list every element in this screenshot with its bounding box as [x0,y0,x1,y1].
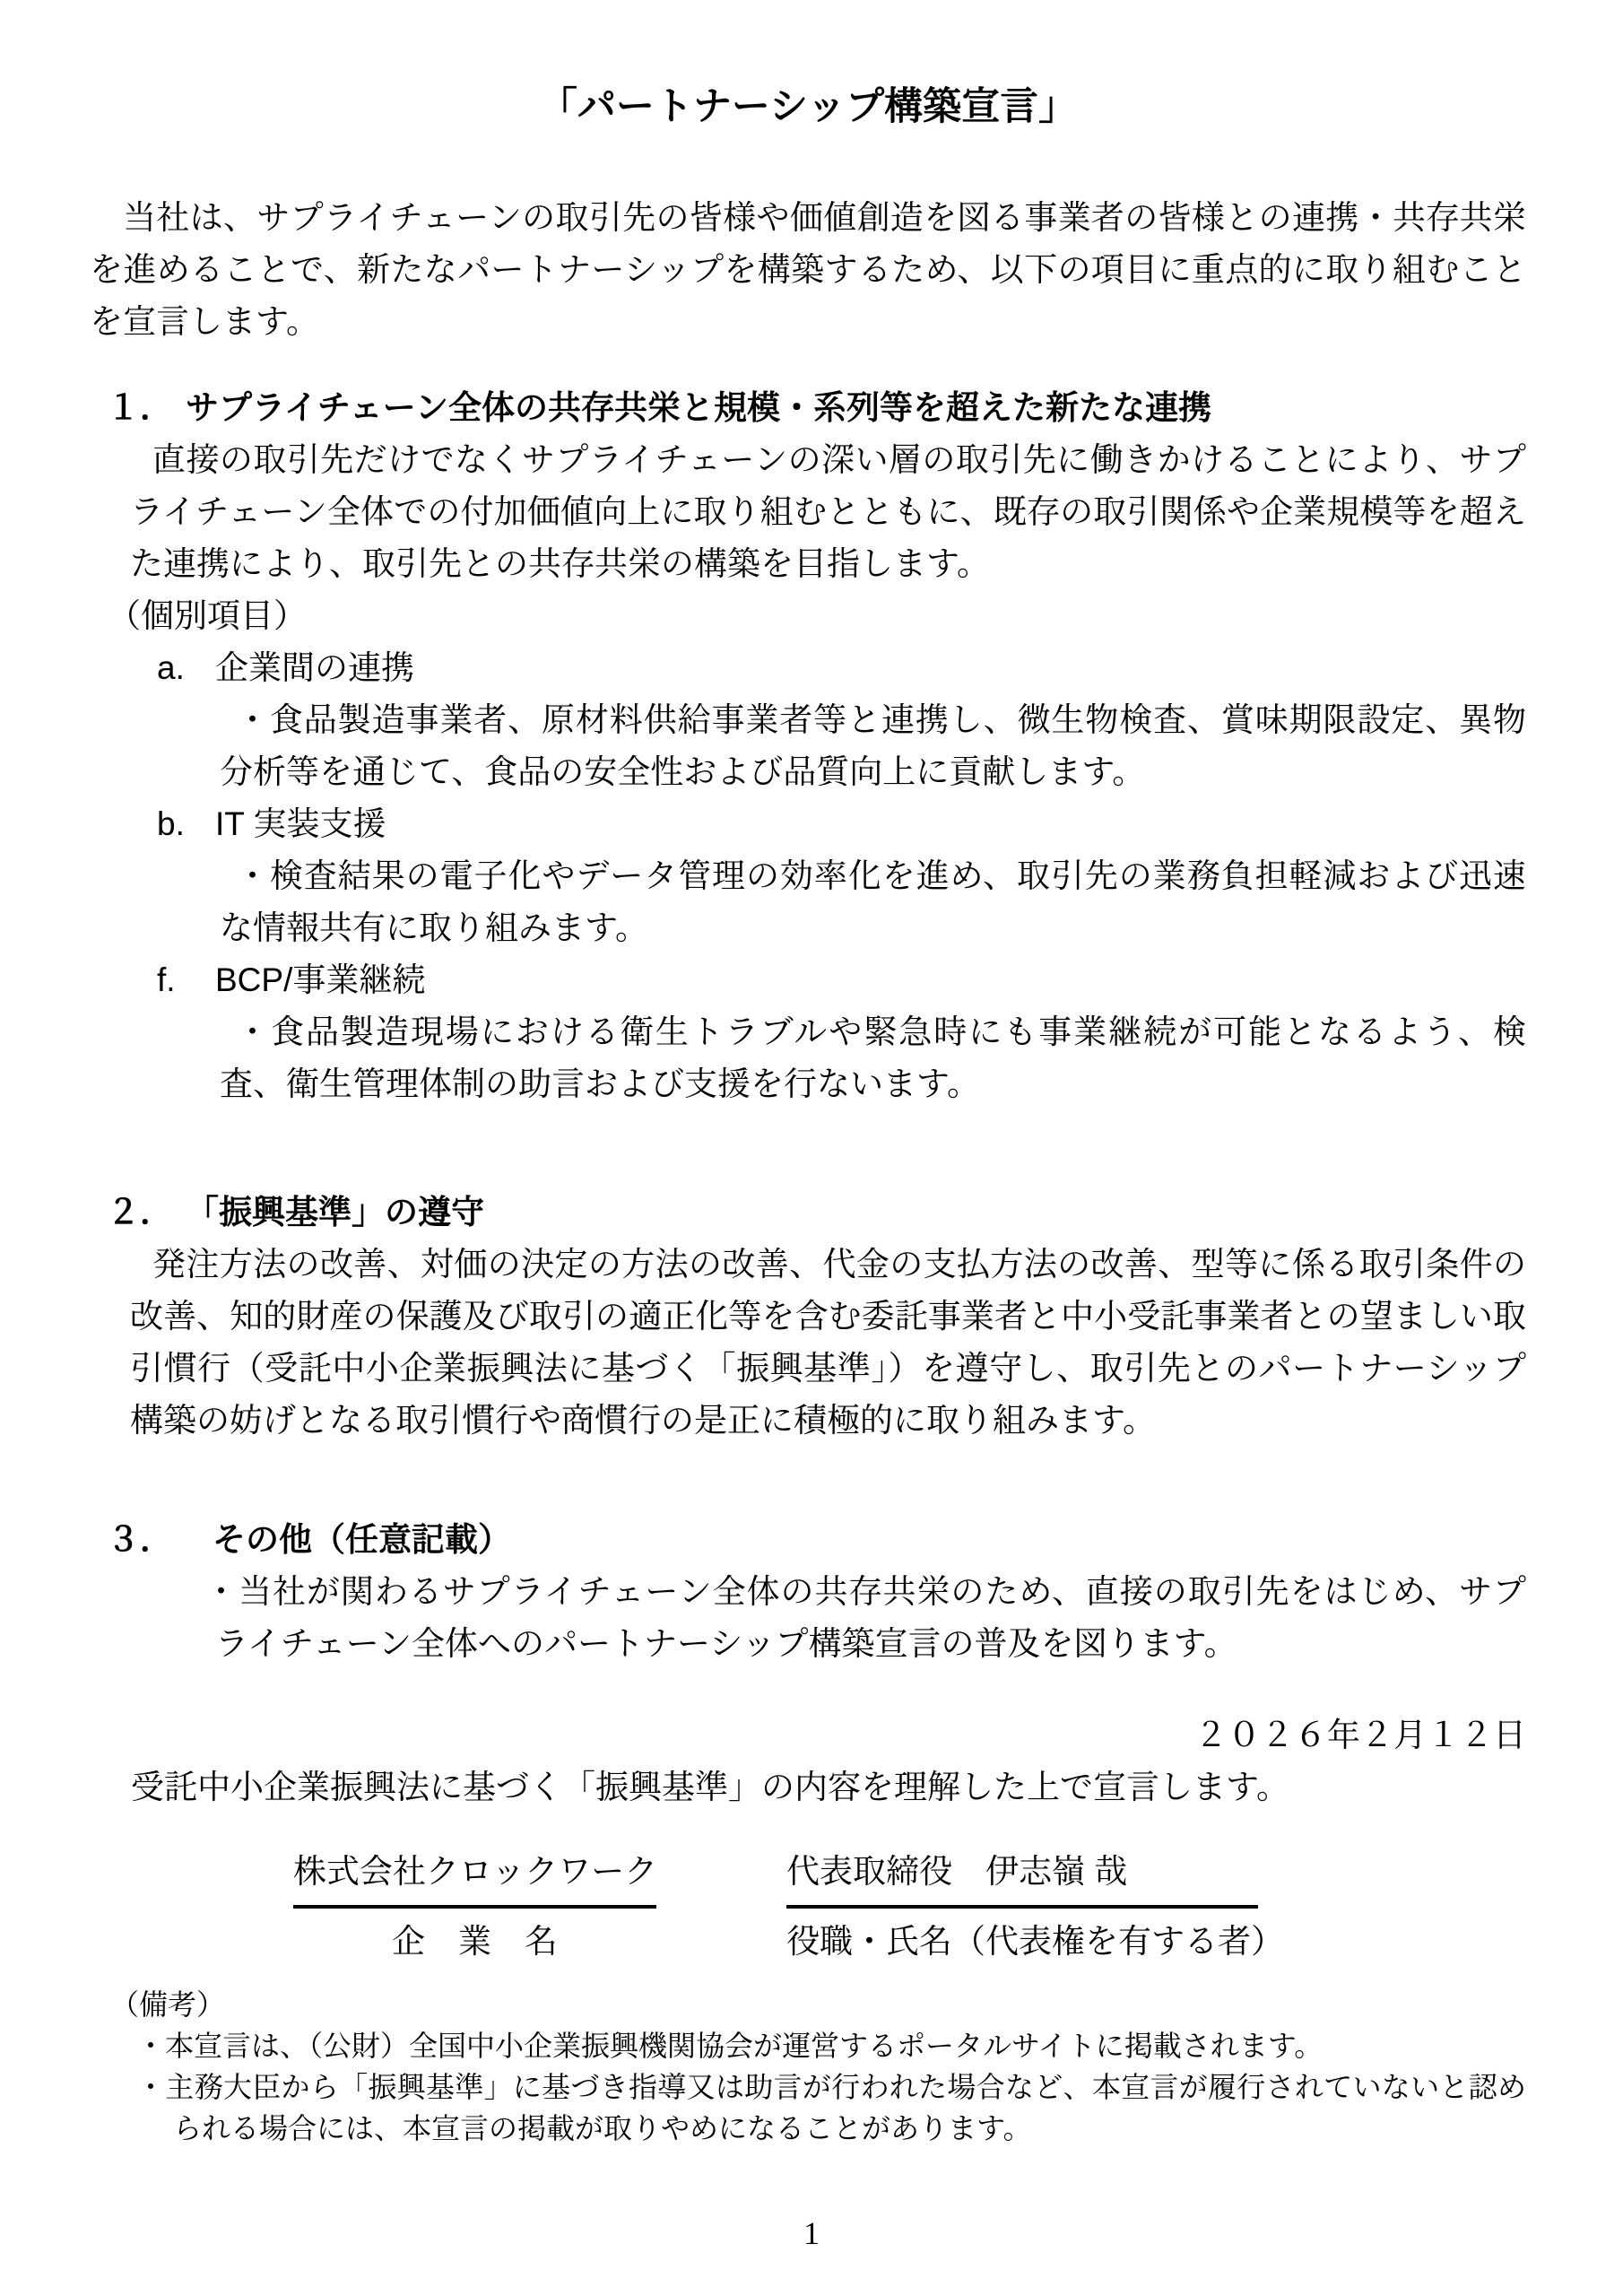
list-item-b-label: b. [157,805,185,842]
intro-paragraph: 当社は、サプライチェーンの取引先の皆様や価値創造を図る事業者の皆様との連携・共存共栄を進めることで、新たなパートナーシップを構築するため、以下の項目に重点的に取り組むことを宣言します。 [90,199,1526,340]
section-2 [90,1187,1526,1447]
list-item-b-head [157,798,1526,850]
section-2-body: 発注方法の改善、対価の決定の方法の改善、代金の支払方法の改善、型等に係る取引条件の改善、知的財産の保護及び取引の適正化等を含む委託事業者と中小受託事業者との望ましい取引慣行（受託中小企業振興法に基づく「振興基準」）を遵守し、取引先とのパートナーシップ構築の妨げとなる取引慣行や商慣行の是正に積極的に取り組みます。 [130,1246,1526,1439]
list-item-f [157,954,1526,1110]
section-2-heading [107,1187,1526,1239]
list-item-f-label: f. [157,961,176,998]
section-3 [90,1514,1526,1670]
remark-item-2: ・主務大臣から「振興基準」に基づき指導又は助言が行われた場合など、本宣言が履行されていないと認められる場合には、本宣言の掲載が取りやめになることがあります。 [136,2071,1526,2144]
list-item-b-desc: ・検査結果の電子化やデータ管理の効率化を進め、取引先の業務負担軽減および迅速な情報共有に取り組みます。 [220,857,1526,946]
company-name: 株式会社クロックワーク [293,1846,656,1909]
list-item-b [157,798,1526,954]
declaration-date: ２０２６年２月１２日 [1194,1717,1526,1753]
section-3-bullet: ・当社が関わるサプライチェーン全体の共存共栄のため、直接の取引先をはじめ、サプライチェーン全体へのパートナーシップ構築宣言の普及を図ります。 [204,1573,1526,1662]
section-3-title: その他（任意記載） [213,1521,511,1558]
section-3-heading [107,1514,1526,1566]
list-item-a [157,642,1526,798]
section-2-title: 「振興基準」の遵守 [186,1194,484,1231]
declaration-statement: 受託中小企業振興法に基づく「振興基準」の内容を理解した上で宣言します。 [131,1769,1290,1805]
section-3-number: ３． [107,1521,173,1558]
individual-items-label: （個別項目） [108,597,307,634]
list-item-a-title: 企業間の連携 [215,649,414,686]
page-number: 1 [803,2215,820,2251]
representative-name: 代表取締役 伊志嶺 哉 [786,1846,1258,1909]
list-item-a-head [157,642,1526,694]
section-1-title: サプライチェーン全体の共存共栄と規模・系列等を超えた新たな連携 [186,389,1212,426]
signature-representative-column [786,1846,1284,1968]
list-item-f-desc: ・食品製造現場における衛生トラブルや緊急時にも事業継続が可能となるよう、検査、衛生管理体制の助言および支援を行ないます。 [220,1013,1526,1102]
section-1-body: 直接の取引先だけでなくサプライチェーンの深い層の取引先に働きかけることにより、サプライチェーン全体での付加価値向上に取り組むとともに、既存の取引関係や企業規模等を超えた連携により、取引先との共存共栄の構築を目指します。 [130,441,1526,582]
page-title: 「パートナーシップ構築宣言」 [538,85,1078,128]
list-item-b-title: IT 実装支援 [215,805,386,842]
signature-block [293,1846,1526,1968]
remark-item-1: ・本宣言は、（公財）全国中小企業振興機関協会が運営するポータルサイトに掲載されます。 [136,2030,1324,2062]
list-item-f-title: BCP/事業継続 [215,961,426,998]
signature-company-column [293,1846,656,1968]
remarks-label: （備考） [110,1988,226,2021]
representative-name-label: 役職・氏名（代表権を有する者） [786,1923,1284,1960]
section-1 [90,382,1526,1110]
section-1-number: １． [107,389,173,426]
section-1-heading [107,382,1526,434]
list-item-a-label: a. [157,649,185,686]
company-name-label: 企 業 名 [392,1923,558,1960]
list-item-f-head [157,954,1526,1006]
list-item-a-desc: ・食品製造事業者、原材料供給事業者等と連携し、微生物検査、賞味期限設定、異物分析等を通じて、食品の安全性および品質向上に貢献します。 [220,701,1526,790]
section-2-number: ２． [107,1194,173,1231]
